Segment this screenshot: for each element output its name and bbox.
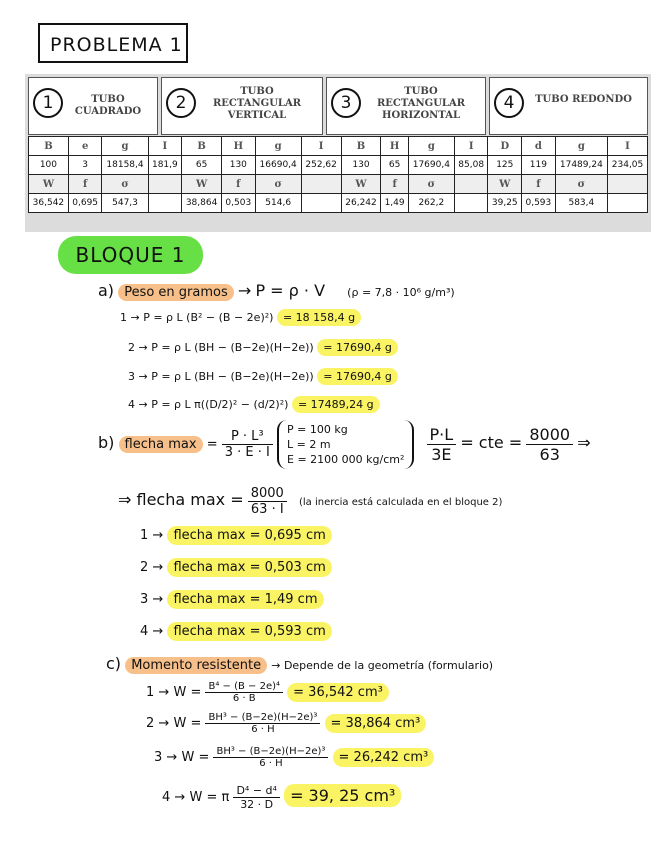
- table-cell: B: [182, 137, 222, 156]
- table-cell: 252,62: [301, 156, 341, 175]
- weight-line-4: 4 → P = ρ L π((D/2)² − (d/2)²) = 17489,24 g: [128, 398, 380, 411]
- part-marker: a): [98, 281, 115, 300]
- line-number: 2: [146, 716, 155, 731]
- fraction-numerator: B⁴ − (B − 2e)⁴: [205, 681, 283, 693]
- tube-number: 3: [331, 88, 361, 118]
- tube-header-4: [489, 77, 648, 135]
- inertia-note: (la inercia está calculada en el bloque 2): [298, 497, 503, 508]
- table-cell: 3: [68, 156, 102, 175]
- deflection-value: flecha max = 1,49 cm: [167, 590, 323, 609]
- table-cell: [148, 194, 182, 213]
- part-description: → Depende de la geometría (formulario): [271, 659, 494, 672]
- fraction-denominator: 63: [539, 445, 560, 464]
- tube-number: 4: [494, 88, 524, 118]
- weight-line-3: 3 → P = ρ L (BH − (B−2e)(H−2e)) = 17690,4 g: [128, 370, 398, 383]
- line-number: 3: [128, 370, 135, 383]
- modulus-prefix: W = π: [189, 790, 230, 805]
- ratio: [427, 425, 457, 464]
- table-cell: 38,864: [182, 194, 222, 213]
- part-tag: Peso en gramos: [118, 284, 234, 301]
- modulus-result: = 36,542 cm³: [287, 683, 389, 702]
- fraction-numerator: D⁴ − d⁴: [233, 784, 279, 798]
- table-cell: 26,242: [341, 194, 381, 213]
- weight-expr: P = ρ L (B² − (B − 2e)²): [143, 311, 274, 324]
- line-number: 4: [162, 790, 171, 805]
- data-grid: [28, 136, 648, 213]
- weight-result: = 17690,4 g: [317, 368, 398, 385]
- weight-expr: P = ρ L (BH − (B−2e)(H−2e)): [151, 370, 314, 383]
- table-cell: H: [381, 137, 408, 156]
- deflection-result-3: 3 → flecha max = 1,49 cm: [140, 592, 324, 607]
- table-cell: σ: [555, 175, 607, 194]
- modulus-line-3: 3 → W = $\frac{\text{BH³ − (B−2e)(H−2e)³}}{6 \cdot H}$ = 26,242 cm³: [154, 746, 434, 769]
- table-row: [29, 137, 648, 156]
- fraction-numerator: BH³ − (B−2e)(H−2e)³: [213, 746, 328, 758]
- deflection-prefix: ⇒ flecha max =: [118, 490, 244, 509]
- given-load: P = 100 kg: [287, 423, 348, 436]
- tube-label: TUBO RECTANGULAR HORIZONTAL: [376, 86, 466, 121]
- weight-result: = 17489,24 g: [292, 396, 380, 413]
- formula: P = ρ · V: [255, 281, 326, 300]
- constant-value: [526, 425, 573, 464]
- table-cell: [301, 175, 341, 194]
- page-title: PROBLEMA 1: [38, 23, 188, 63]
- line-number: 1: [120, 311, 127, 324]
- weight-result: = 17690,4 g: [317, 339, 398, 356]
- line-number: 1: [140, 528, 149, 543]
- table-cell: f: [381, 175, 408, 194]
- fraction-denominator: 6 · H: [251, 724, 275, 735]
- table-cell: I: [454, 137, 488, 156]
- part-b-heading: b) flecha max = $\frac{\text{P · L³}}{3 \cdot E \cdot I}$ P = 100 kg L = 2 m E = 2100 000 kg/cm² $\frac{P\cdot L}{3E}$ = cte = $\frac{8000}{63}$ ⇒: [98, 420, 591, 469]
- modulus-prefix: W =: [173, 685, 202, 700]
- given-length: L = 2 m: [287, 438, 331, 451]
- table-cell: σ: [408, 175, 454, 194]
- table-cell: g: [102, 137, 148, 156]
- modulus-fraction: [205, 712, 320, 735]
- table-cell: g: [555, 137, 607, 156]
- weight-expr: P = ρ L (BH − (B−2e)(H−2e)): [151, 341, 314, 354]
- table-cell: 130: [222, 156, 256, 175]
- line-number: 2: [140, 560, 149, 575]
- deflection-result-1: 1 → flecha max = 0,695 cm: [140, 528, 332, 543]
- table-row: [29, 175, 648, 194]
- table-cell: 130: [341, 156, 381, 175]
- fraction-numerator: P·L: [427, 425, 457, 445]
- table-cell: f: [222, 175, 256, 194]
- table-cell: σ: [255, 175, 301, 194]
- table-cell: 85,08: [454, 156, 488, 175]
- modulus-fraction: [213, 746, 328, 769]
- arrow: →: [237, 281, 252, 300]
- table-cell: W: [488, 175, 522, 194]
- deflection-value: flecha max = 0,593 cm: [167, 622, 331, 641]
- table-row: [29, 156, 648, 175]
- given-modulus: E = 2100 000 kg/cm²: [287, 453, 405, 466]
- table-cell: 36,542: [29, 194, 69, 213]
- table-cell: 0,695: [68, 194, 102, 213]
- table-cell: 16690,4: [255, 156, 301, 175]
- data-table-sheet: [25, 74, 651, 232]
- table-cell: 125: [488, 156, 522, 175]
- tube-number: 2: [166, 88, 196, 118]
- part-tag: flecha max: [119, 436, 203, 453]
- fraction-numerator: 8000: [526, 425, 573, 445]
- table-cell: 583,4: [555, 194, 607, 213]
- deflection-value: flecha max = 0,695 cm: [167, 526, 331, 545]
- table-cell: 18158,4: [102, 156, 148, 175]
- fraction-numerator: P · L³: [222, 429, 273, 445]
- table-cell: g: [255, 137, 301, 156]
- line-number: 2: [128, 341, 135, 354]
- deflection-result-4: 4 → flecha max = 0,593 cm: [140, 624, 332, 639]
- modulus-result: = 38,864 cm³: [325, 714, 427, 733]
- weight-line-2: 2 → P = ρ L (BH − (B−2e)(H−2e)) = 17690,4 g: [128, 341, 398, 354]
- fraction-denominator: 6 · H: [259, 758, 283, 769]
- table-cell: H: [222, 137, 256, 156]
- deflection-fraction: [248, 486, 287, 517]
- modulus-prefix: W =: [181, 750, 210, 765]
- tube-label: TUBO REDONDO: [535, 94, 632, 105]
- line-number: 4: [140, 624, 149, 639]
- line-number: 1: [146, 685, 155, 700]
- deflection-result-2: 2 → flecha max = 0,503 cm: [140, 560, 332, 575]
- table-cell: 181,9: [148, 156, 182, 175]
- weight-expr: P = ρ L π((D/2)² − (d/2)²): [151, 398, 289, 411]
- table-cell: [301, 194, 341, 213]
- table-cell: f: [522, 175, 556, 194]
- tube-header-3: [326, 77, 486, 135]
- table-row: [29, 194, 648, 213]
- modulus-line-4: 4 → W = π $\frac{\text{D⁴ − d⁴}}{32 \cdot D}$ = 39, 25 cm³: [162, 784, 401, 811]
- table-cell: 39,25: [488, 194, 522, 213]
- modulus-line-1: 1 → W = $\frac{\text{B⁴ − (B − 2e)⁴}}{6 \cdot B}$ = 36,542 cm³: [146, 681, 389, 704]
- table-cell: 119: [522, 156, 556, 175]
- table-cell: [608, 194, 648, 213]
- fraction-denominator: 6 · B: [232, 693, 256, 704]
- given-values: [277, 420, 414, 469]
- table-cell: 0,593: [522, 194, 556, 213]
- table-cell: e: [68, 137, 102, 156]
- part-tag: Momento resistente: [125, 657, 267, 674]
- table-cell: σ: [102, 175, 148, 194]
- table-cell: [454, 175, 488, 194]
- table-cell: 17489,24: [555, 156, 607, 175]
- fraction-numerator: BH³ − (B−2e)(H−2e)³: [205, 712, 320, 724]
- line-number: 4: [128, 398, 135, 411]
- part-a-heading: [98, 281, 455, 300]
- modulus-fraction: [233, 784, 279, 811]
- constant-label: = cte =: [460, 433, 523, 452]
- line-number: 3: [140, 592, 149, 607]
- modulus-line-2: 2 → W = $\frac{\text{BH³ − (B−2e)(H−2e)³}}{6 \cdot H}$ = 38,864 cm³: [146, 712, 426, 735]
- tube-label: TUBO RECTANGULAR VERTICAL: [212, 86, 302, 121]
- table-cell: 1,49: [381, 194, 408, 213]
- part-marker: b): [98, 433, 115, 452]
- table-cell: 514,6: [255, 194, 301, 213]
- table-cell: I: [148, 137, 182, 156]
- section-label: BLOQUE 1: [58, 236, 203, 274]
- table-cell: g: [408, 137, 454, 156]
- table-cell: 262,2: [408, 194, 454, 213]
- table-cell: W: [182, 175, 222, 194]
- table-cell: [148, 175, 182, 194]
- table-cell: I: [301, 137, 341, 156]
- fraction-numerator: 8000: [248, 486, 287, 502]
- table-cell: 65: [381, 156, 408, 175]
- implies-arrow: ⇒: [577, 433, 591, 452]
- fraction-denominator: 32 · D: [240, 798, 274, 811]
- part-c-heading: [106, 654, 493, 673]
- deflection-formula: [222, 429, 273, 460]
- part-marker: c): [106, 654, 122, 673]
- deflection-value: flecha max = 0,503 cm: [167, 558, 331, 577]
- modulus-fraction: [205, 681, 283, 704]
- table-cell: D: [488, 137, 522, 156]
- table-cell: d: [522, 137, 556, 156]
- table-cell: W: [341, 175, 381, 194]
- tube-header-2: [161, 77, 323, 135]
- weight-line-1: 1 → P = ρ L (B² − (B − 2e)²) = 18 158,4 g: [120, 311, 361, 324]
- table-cell: B: [341, 137, 381, 156]
- table-cell: 234,05: [608, 156, 648, 175]
- modulus-result: = 26,242 cm³: [333, 748, 435, 767]
- fraction-denominator: 3E: [431, 445, 452, 464]
- table-cell: 547,3: [102, 194, 148, 213]
- tube-header-1: [28, 77, 158, 135]
- deflection-general: [118, 486, 502, 517]
- table-cell: B: [29, 137, 69, 156]
- density-note: (ρ = 7,8 · 10⁶ g/m³): [347, 286, 455, 299]
- table-cell: 17690,4: [408, 156, 454, 175]
- modulus-result: = 39, 25 cm³: [284, 784, 401, 807]
- tube-number: 1: [33, 88, 63, 118]
- table-cell: [608, 175, 648, 194]
- weight-result: = 18 158,4 g: [277, 309, 361, 326]
- line-number: 3: [154, 750, 163, 765]
- table-cell: 100: [29, 156, 69, 175]
- table-cell: [454, 194, 488, 213]
- modulus-prefix: W =: [173, 716, 202, 731]
- fraction-denominator: 3 · E · I: [224, 445, 270, 460]
- table-cell: f: [68, 175, 102, 194]
- table-cell: 0,503: [222, 194, 256, 213]
- fraction-denominator: 63 · I: [250, 502, 284, 517]
- table-cell: 65: [182, 156, 222, 175]
- table-cell: W: [29, 175, 69, 194]
- tube-label: TUBO CUADRADO: [74, 94, 142, 117]
- table-cell: I: [608, 137, 648, 156]
